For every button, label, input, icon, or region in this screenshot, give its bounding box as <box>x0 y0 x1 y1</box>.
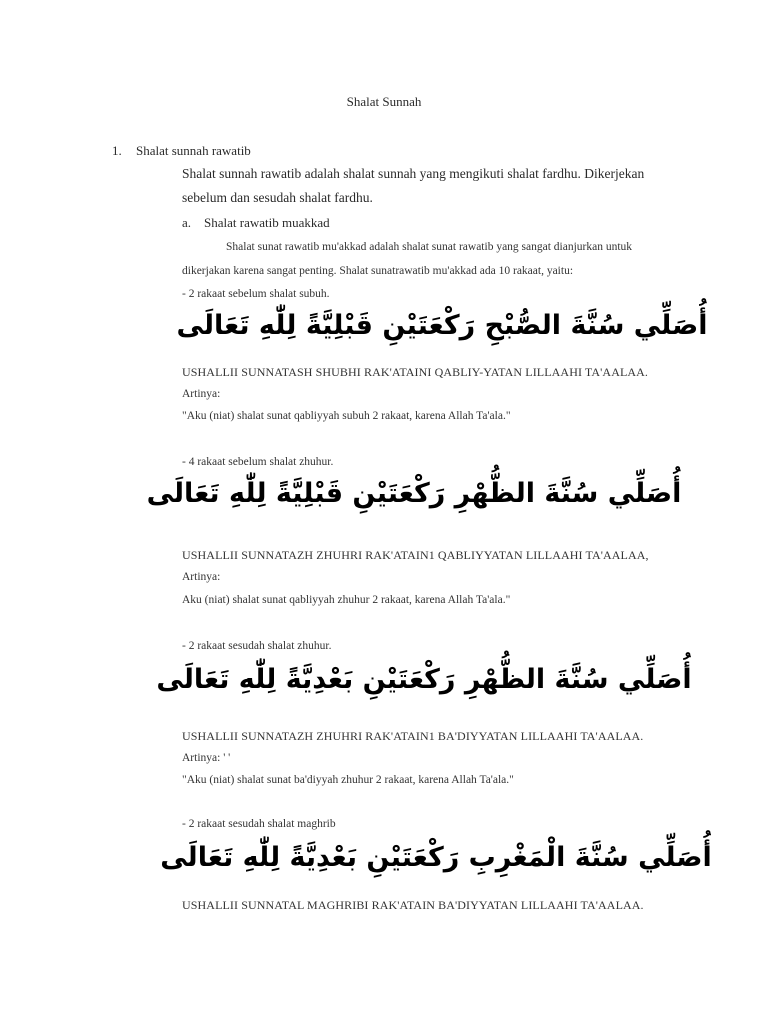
latin-niat: USHALLII SUNNATAZH ZHUHRI RAK'ATAIN1 QABLIYYATAN LILLAAHI TA'AALAA, <box>182 548 649 562</box>
page-title: Shalat Sunnah <box>346 94 422 109</box>
arabic-niat: أُصَلِّي سُنَّةَ الصُّبْحِ رَكْعَتَيْنِ قَبْلِيَّةً لِلّٰهِ تَعَالَى <box>176 310 708 341</box>
paragraph-line: dikerjakan karena sangat penting. Shalat sunatrawatib mu'akkad ada 10 rakaat, yaitu: <box>182 265 574 277</box>
arabic-niat: أُصَلِّي سُنَّةَ الظُّهْرِ رَكْعَتَيْنِ قَبْلِيَّةً لِلّٰهِ تَعَالَى <box>146 478 682 509</box>
prayer-label: - 2 rakaat sebelum shalat subuh. <box>182 288 330 300</box>
artinya-label: Artinya: ' ' <box>182 752 231 764</box>
paragraph-line: Shalat sunat rawatib mu'akkad adalah shalat sunat rawatib yang sangat dianjurkan untuk <box>226 241 633 253</box>
sub-letter: a. <box>182 215 192 230</box>
sub-heading: Shalat rawatib muakkad <box>204 215 330 230</box>
niat-meaning: "Aku (niat) shalat sunat ba'diyyah zhuhur 2 rakaat, karena Allah Ta'ala." <box>182 774 514 786</box>
artinya-label: Artinya: <box>182 571 221 583</box>
list-number: 1. <box>112 143 122 158</box>
arabic-niat: أُصَلِّي سُنَّةَ الْمَغْرِبِ رَكْعَتَيْنِ بَعْدِيَّةً لِلّٰهِ تَعَالَى <box>160 842 712 873</box>
prayer-label: - 2 rakaat sesudah shalat maghrib <box>182 818 336 830</box>
prayer-label: - 2 rakaat sesudah shalat zhuhur. <box>182 640 332 652</box>
latin-niat: USHALLII SUNNATASH SHUBHI RAK'ATAINI QABLIY-YATAN LILLAAHI TA'AALAA. <box>182 365 649 379</box>
paragraph-line: Shalat sunnah rawatib adalah shalat sunnah yang mengikuti shalat fardhu. Dikerjekan <box>182 166 645 181</box>
section-heading: Shalat sunnah rawatib <box>136 143 251 158</box>
niat-meaning: "Aku (niat) shalat sunat qabliyyah subuh 2 rakaat, karena Allah Ta'ala." <box>182 410 511 422</box>
latin-niat: USHALLII SUNNATAZH ZHUHRI RAK'ATAIN1 BA'DIYYATAN LILLAAHI TA'AALAA. <box>182 729 644 743</box>
latin-niat: USHALLII SUNNATAL MAGHRIBI RAK'ATAIN BA'DIYYATAN LILLAAHI TA'AALAA. <box>182 898 644 912</box>
niat-meaning: Aku (niat) shalat sunat qabliyyah zhuhur 2 rakaat, karena Allah Ta'ala." <box>182 594 511 606</box>
artinya-label: Artinya: <box>182 388 221 400</box>
arabic-niat: أُصَلِّي سُنَّةَ الظُّهْرِ رَكْعَتَيْنِ بَعْدِيَّةً لِلّٰهِ تَعَالَى <box>156 664 692 695</box>
paragraph-line: sebelum dan sesudah shalat fardhu. <box>182 190 373 205</box>
prayer-label: - 4 rakaat sebelum shalat zhuhur. <box>182 456 334 468</box>
